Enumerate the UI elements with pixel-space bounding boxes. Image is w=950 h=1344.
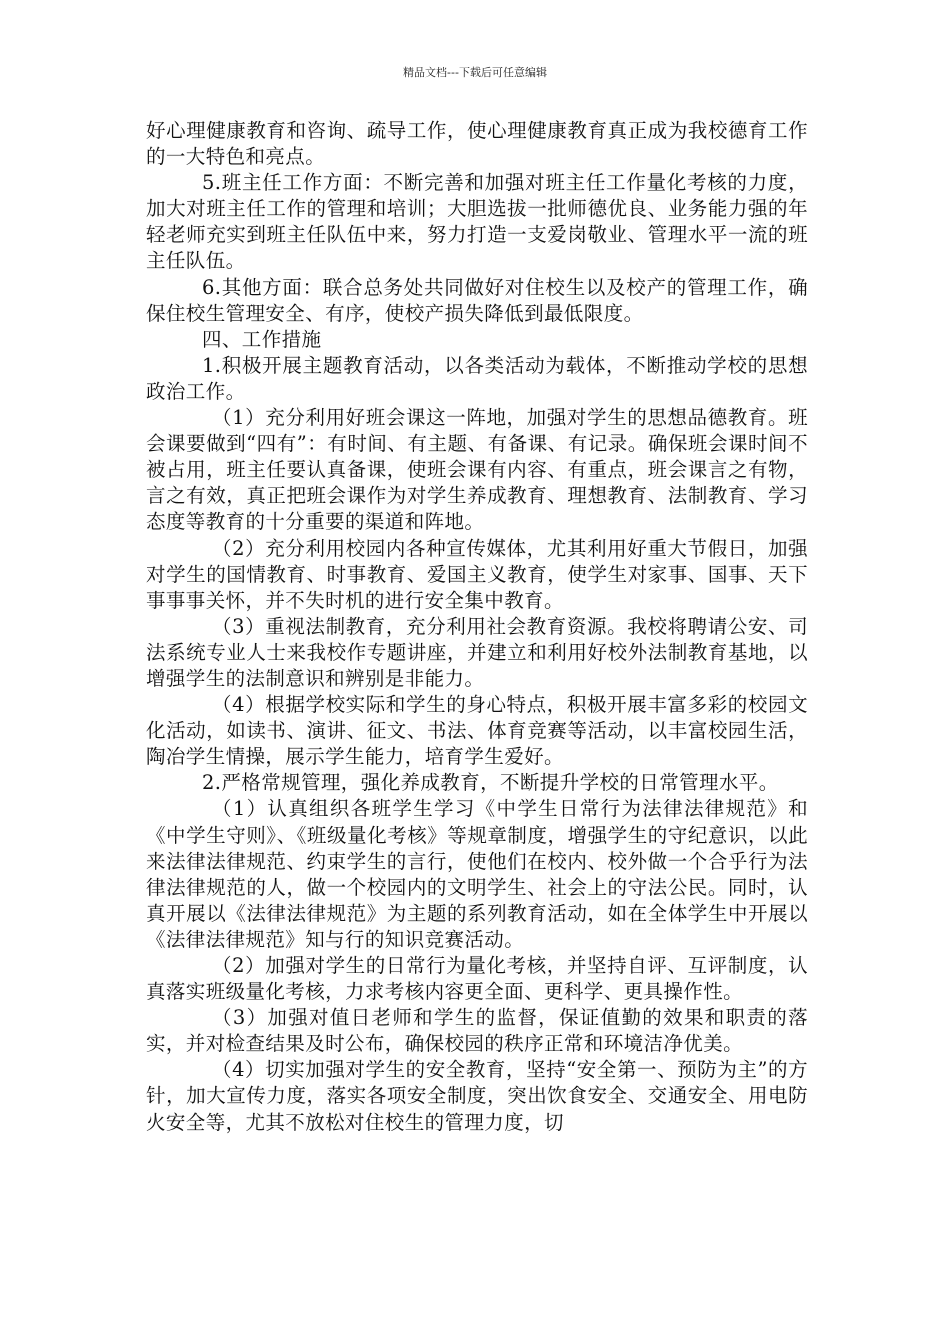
paragraph-measure-2-3: （3）加强对值日老师和学生的监督，保证值勤的效果和职责的落实，并对检查结果及时公布，确保校园的秩序正常和环境洁净优美。: [146, 1006, 808, 1056]
paragraph-measure-1: 1.积极开展主题教育活动，以各类活动为载体，不断推动学校的思想政治工作。: [146, 353, 808, 403]
document-body: [146, 118, 808, 1136]
paragraph-measure-2-2: （2）加强对学生的日常行为量化考核，并坚持自评、互评制度，认真落实班级量化考核，力求考核内容更全面、更科学、更具操作性。: [146, 954, 808, 1004]
page-header: 精品文档---下载后可任意编辑: [403, 66, 547, 79]
paragraph-measure-1-4: （4）根据学校实际和学生的身心特点，积极开展丰富多彩的校园文化活动，如读书、演讲、征文、书法、体育竞赛等活动，以丰富校园生活，陶冶学生情操，展示学生能力，培育学生爱好。: [146, 693, 808, 769]
paragraph-measure-2: 2.严格常规管理，强化养成教育，不断提升学校的日常管理水平。: [202, 771, 779, 795]
paragraph-measure-2-4: （4）切实加强对学生的安全教育，坚持“安全第一、预防为主”的方针，加大宣传力度，落实各项安全制度，突出饮食安全、交通安全、用电防火安全等，尤其不放松对住校生的管理力度，切: [146, 1058, 808, 1134]
paragraph-measure-1-1: （1）充分利用好班会课这一阵地，加强对学生的思想品德教育。班会课要做到“四有”：有时间、有主题、有备课、有记录。确保班会课时间不被占用，班主任要认真备课，使班会课有内容、有重点，班会课言之有物，言之有效，真正把班会课作为对学生养成教育、理想教育、法制教育、学习态度等教育的十分重要的渠道和阵地。: [146, 406, 808, 534]
paragraph-measure-1-3: （3）重视法制教育，充分利用社会教育资源。我校将聘请公安、司法系统专业人士来我校作专题讲座，并建立和利用好校外法制教育基地，以增强学生的法制意识和辨别是非能力。: [146, 614, 808, 690]
paragraph-other-aspects: 6.其他方面：联合总务处共同做好对住校生以及校产的管理工作，确保住校生管理安全、有序，使校产损失降低到最低限度。: [146, 275, 808, 325]
paragraph-measure-2-1: （1）认真组织各班学生学习《中学生日常行为法律法律规范》和《中学生守则》、《班级量化考核》等规章制度，增强学生的守纪意识，以此来法律法律规范、约束学生的言行，使他们在校内、校外做一个合乎行为法律法律规范的人，做一个校园内的文明学生、社会上的守法公民。同时，认真开展以《法律法律规范》为主题的系列教育活动，如在全体学生中开展以《法律法律规范》知与行的知识竞赛活动。: [146, 797, 808, 951]
paragraph-head-teacher-work: 5.班主任工作方面：不断完善和加强对班主任工作量化考核的力度，加大对班主任工作的管理和培训；大胆选拔一批师德优良、业务能力强的年轻老师充实到班主任队伍中来，努力打造一支爱岗敬业、管理水平一流的班主任队伍。: [146, 171, 808, 273]
section-heading-work-measures: 四、工作措施: [202, 327, 322, 351]
paragraph-continuation: 好心理健康教育和咨询、疏导工作，使心理健康教育真正成为我校德育工作的一大特色和亮点。: [146, 119, 808, 169]
paragraph-measure-1-2: （2）充分利用校园内各种宣传媒体，尤其利用好重大节假日，加强对学生的国情教育、时事教育、爱国主义教育，使学生对家事、国事、天下事事事关怀，并不失时机的进行安全集中教育。: [146, 536, 808, 612]
